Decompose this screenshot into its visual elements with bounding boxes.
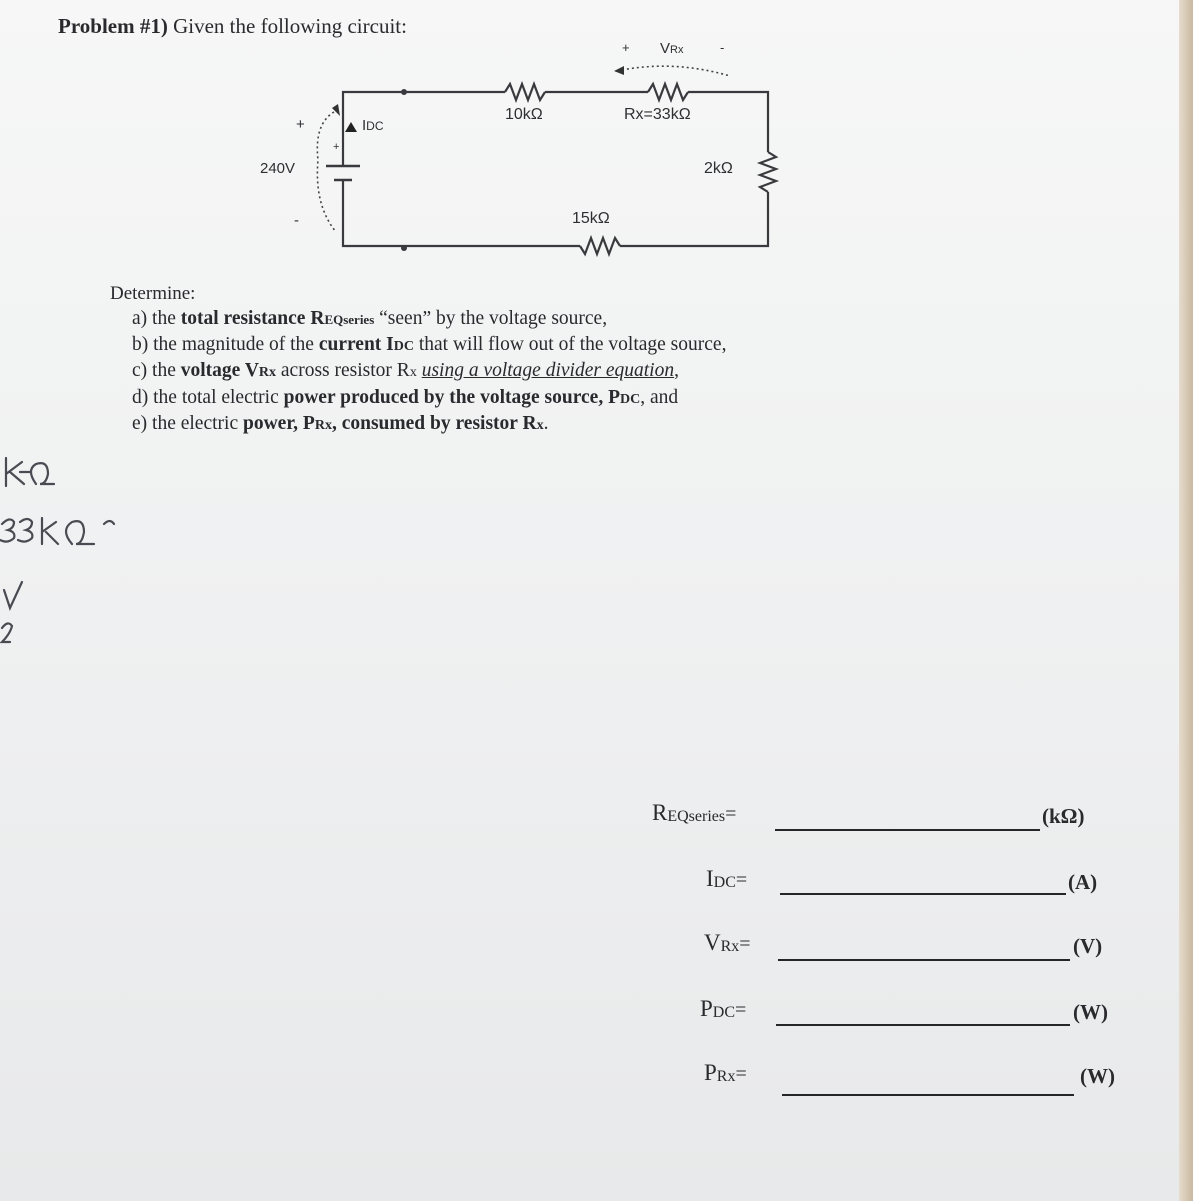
task-marker: c): [132, 360, 148, 381]
handwritten-notes: [0, 440, 140, 660]
problem-intro: Given the following circuit:: [173, 14, 407, 38]
answer-subscript: Rx: [720, 938, 740, 955]
answer-subscript: Rx: [716, 1068, 736, 1085]
voltage-bracket: [317, 112, 336, 232]
source-voltage-label: 240V: [260, 160, 296, 177]
answer-equals: =: [735, 1063, 747, 1085]
handwriting-line2: [0, 518, 114, 544]
answer-symbol: V: [704, 930, 721, 955]
vrx-plus-label: +: [622, 40, 630, 55]
task-marker: d): [132, 386, 149, 408]
answer-equals: =: [735, 869, 748, 891]
task-e: e) the electric power, PRx, consumed by resistor Rx.: [132, 413, 549, 434]
current-label: IDC: [362, 117, 384, 134]
node-bottom: [401, 245, 407, 251]
answer-unit: (kΩ): [1042, 804, 1085, 828]
r3-label: 2kΩ: [704, 160, 733, 177]
resistor-15k: [580, 238, 620, 254]
answer-blank-line[interactable]: [780, 893, 1066, 895]
answer-subscript: DC: [712, 1004, 736, 1021]
wire-top-right: [688, 92, 768, 152]
task-d: d) the total electric power produced by the voltage source, PDC, and: [132, 386, 679, 408]
answer-symbol: P: [704, 1060, 717, 1085]
answer-symbol: P: [700, 996, 713, 1021]
answer-symbol: R: [652, 800, 668, 825]
answer-unit: (W): [1080, 1064, 1115, 1088]
task-marker: b): [132, 333, 149, 355]
task-marker: e): [132, 413, 148, 434]
answer-blank-line[interactable]: [782, 1094, 1074, 1096]
task-list: [132, 307, 726, 439]
source-minus-label: -: [294, 212, 299, 229]
answer-blank-line[interactable]: [775, 829, 1040, 831]
answer-row: [652, 800, 736, 826]
answer-equals: =: [739, 933, 751, 955]
answer-subscript: DC: [713, 874, 736, 891]
underlined-method: using a voltage divider equation: [421, 360, 675, 381]
r1-label: 10kΩ: [505, 106, 543, 123]
vrx-minus-label: -: [720, 40, 725, 55]
battery-plus-label: +: [333, 141, 340, 153]
answer-row: [706, 866, 747, 892]
answer-unit: (V): [1073, 934, 1103, 958]
answer-subscript: EQseries: [667, 808, 726, 825]
handwriting-line1: [6, 458, 54, 486]
answer-equals: =: [735, 999, 747, 1021]
answer-blank-line[interactable]: [778, 959, 1070, 961]
answer-blank-line[interactable]: [776, 1024, 1070, 1026]
rx-label: Rx=33kΩ: [624, 106, 691, 123]
wire-bottom: [343, 184, 580, 246]
answer-symbol: I: [706, 866, 714, 891]
answer-unit: (W): [1073, 1000, 1108, 1024]
task-b: b) the magnitude of the current IDC that will flow out of the voltage source,: [132, 333, 727, 355]
task-a: a) the total resistance REQseries “seen” by the voltage source,: [132, 308, 608, 329]
answer-row: [704, 930, 751, 956]
resistor-rx: [648, 84, 688, 100]
task-c: c) the voltage VRx across resistor Rx using a voltage divider equation,: [132, 360, 679, 381]
node-top: [401, 89, 407, 95]
determine-heading: Determine:: [110, 283, 196, 304]
answer-equals: =: [725, 803, 737, 825]
handwriting-line3: [4, 582, 22, 608]
vrx-arrow: [622, 66, 730, 76]
wire-right-bottom: [620, 192, 768, 246]
vrx-label: VRx: [660, 40, 684, 57]
resistor-2k: [760, 152, 776, 192]
answer-unit: (A): [1068, 870, 1098, 894]
current-arrow: [345, 122, 357, 132]
task-marker: a): [132, 308, 148, 329]
answer-row: [704, 1060, 747, 1086]
resistor-10k: [505, 84, 545, 100]
answer-row: [700, 996, 746, 1022]
source-plus-label: +: [296, 116, 305, 133]
r4-label: 15kΩ: [572, 210, 610, 227]
problem-number: Problem #1): [58, 14, 168, 38]
circuit-diagram: [0, 0, 1193, 300]
